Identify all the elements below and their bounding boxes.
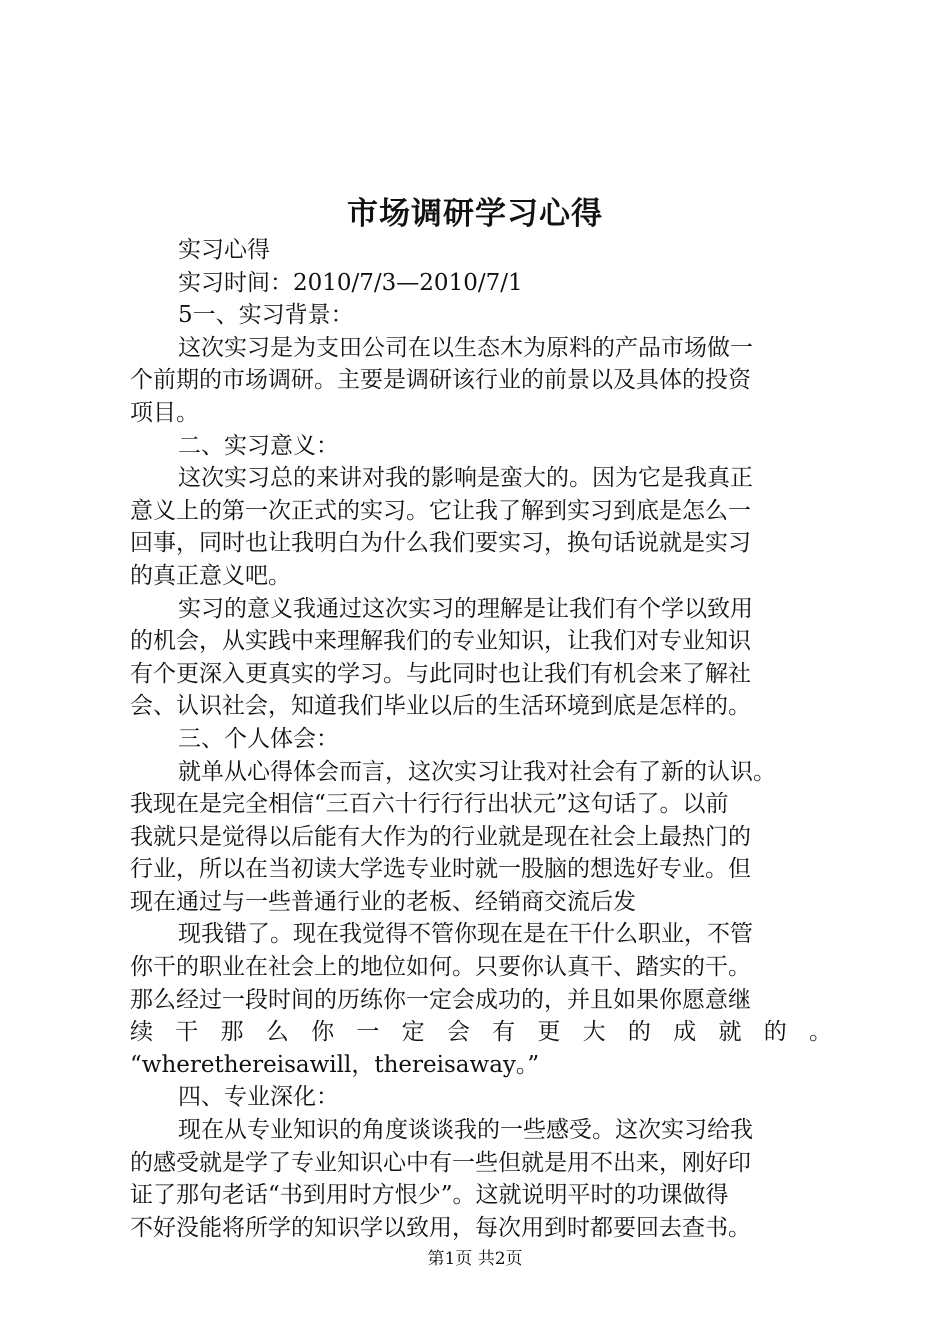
body-line: 意义上的第一次正式的实习。它让我了解到实习到底是怎么一 — [130, 497, 751, 524]
body-line: 项目。 — [130, 399, 199, 426]
body-line-char: 干 — [175, 1019, 199, 1046]
body-line-char: 就 — [718, 1019, 742, 1046]
body-line: 那么经过一段时间的历练你一定会成功的，并且如果你愿意继 — [130, 986, 751, 1013]
body-line: 的机会，从实践中来理解我们的专业知识，让我们对专业知识 — [130, 628, 751, 655]
document-title: 市场调研学习心得 — [347, 196, 603, 232]
body-line: 现在通过与一些普通行业的老板、经销商交流后发 — [130, 888, 636, 915]
body-line: 5一、实习背景： — [178, 302, 354, 329]
body-line: 我就只是觉得以后能有大作为的行业就是现在社会上最热门的 — [130, 823, 751, 850]
document-body — [130, 234, 832, 1244]
body-line: 就单从心得体会而言，这次实习让我对社会有了新的认识。 — [178, 758, 776, 785]
body-line: 实习心得 — [178, 237, 270, 263]
body-line-char: 。 — [808, 1019, 832, 1046]
body-line: 二、实习意义： — [178, 432, 339, 459]
body-line-char: 么 — [265, 1019, 289, 1046]
body-line: 的感受就是学了专业知识心中有一些但就是用不出来，刚好印 — [130, 1149, 751, 1176]
body-line-char: 续 — [130, 1019, 153, 1046]
body-line: 现我错了。现在我觉得不管你现在是在干什么职业，不管 — [178, 921, 753, 948]
body-line-char: 的 — [763, 1019, 787, 1046]
body-line: 这次实习总的来讲对我的影响是蛮大的。因为它是我真正 — [178, 465, 753, 492]
body-line: 你干的职业在社会上的地位如何。只要你认真干、踏实的干。 — [130, 954, 751, 981]
body-line: 我现在是完全相信“三百六十行行行出状元”这句话了。以前 — [130, 791, 729, 818]
body-line: “wherethereisawill，thereisaway。” — [130, 1051, 540, 1078]
body-line: 证了那句老话“书到用时方恨少”。这就说明平时的功课做得 — [130, 1182, 729, 1209]
body-line: 行业，所以在当初读大学选专业时就一股脑的想选好专业。但 — [130, 856, 751, 883]
body-line: 有个更深入更真实的学习。与此同时也让我们有机会来了解社 — [130, 660, 751, 687]
body-line: 的真正意义吧。 — [130, 562, 291, 589]
body-line: 个前期的市场调研。主要是调研该行业的前景以及具体的投资 — [130, 367, 751, 394]
body-line-char: 成 — [673, 1019, 697, 1046]
body-line-char: 你 — [311, 1019, 335, 1046]
body-line: 四、专业深化： — [178, 1084, 339, 1111]
body-line: 三、个人体会： — [178, 725, 339, 752]
body-line-char: 那 — [220, 1019, 244, 1046]
body-line — [130, 1016, 832, 1049]
body-line-char: 有 — [492, 1019, 516, 1046]
body-line-char: 会 — [446, 1019, 470, 1046]
body-line: 这次实习是为支田公司在以生态木为原料的产品市场做一 — [178, 334, 753, 361]
page-footer: 第1页 共2页 — [427, 1249, 523, 1269]
body-line-char: 一 — [356, 1019, 380, 1046]
body-line: 会、认识社会，知道我们毕业以后的生活环境到底是怎样的。 — [130, 693, 751, 720]
body-line: 实习的意义我通过这次实习的理解是让我们有个学以致用 — [178, 595, 753, 622]
body-line-char: 的 — [627, 1019, 651, 1046]
body-line: 实习时间：2010/7/3—2010/7/1 — [178, 269, 523, 296]
body-line: 现在从专业知识的角度谈谈我的一些感受。这次实习给我 — [178, 1117, 753, 1144]
body-line-char: 定 — [401, 1019, 425, 1046]
body-line-char: 大 — [582, 1019, 606, 1046]
body-line: 不好没能将所学的知识学以致用，每次用到时都要回去查书。 — [130, 1214, 751, 1241]
body-line-char: 更 — [537, 1019, 561, 1046]
body-line: 回事，同时也让我明白为什么我们要实习，换句话说就是实习 — [130, 530, 751, 557]
